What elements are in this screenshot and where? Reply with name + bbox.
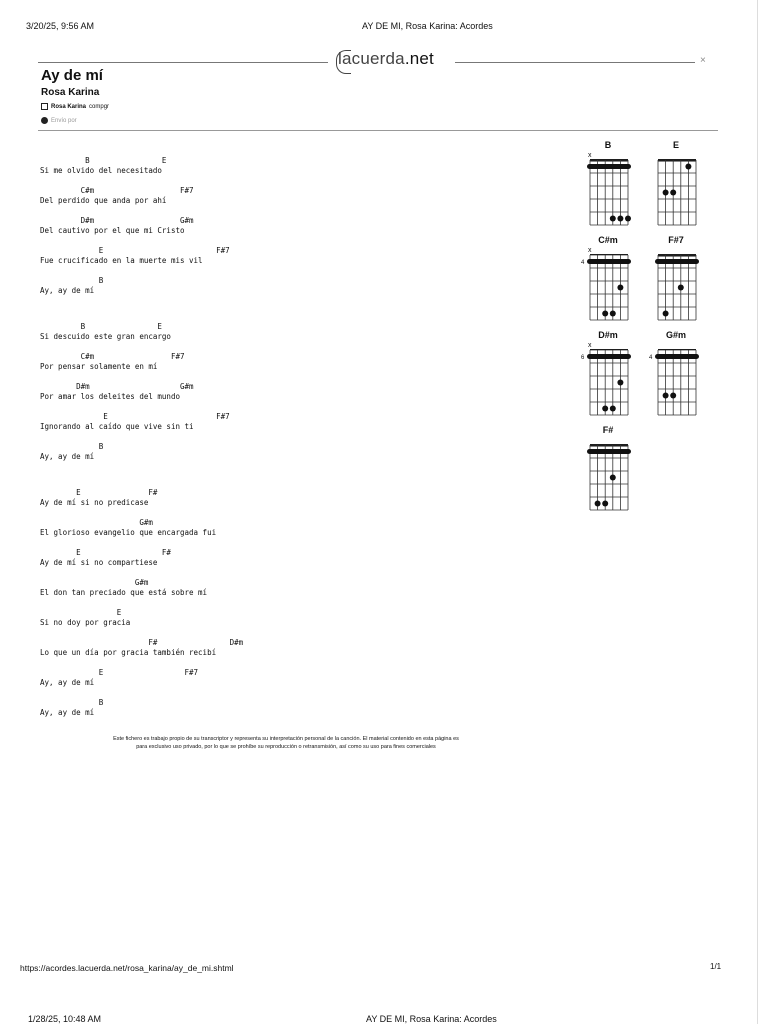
lyric-line: Por pensar solamente en mí [40,362,158,371]
finger-dot [617,285,623,291]
lyric-line: Por amar los deleites del mundo [40,392,180,401]
chord-name[interactable]: F#7 [668,235,684,245]
page-url: https://acordes.lacuerda.net/rosa_karina/ay_de_mi.shtml [20,963,234,973]
finger-dot [663,190,669,196]
user-icon [41,117,48,124]
lyric-line: Ay de mí si no compartiese [40,558,158,567]
disclaimer-line: Este fichero es trabajo propio de su transcriptor y representa su interpretación personal de la canción. El material contenido en esta página es [113,736,459,742]
chord-line[interactable]: D#m G#m [40,216,194,225]
stanza-gap [40,472,243,488]
stanza-gap [40,306,243,322]
finger-dot [663,393,669,399]
lyric-line: Del cautivo por el que mi Cristo [40,226,185,235]
finger-dot [595,501,601,507]
print-footer-title: AY DE MI, Rosa Karina: Acordes [366,1014,497,1024]
chord-line[interactable]: B [40,276,104,285]
lyric-line: Ay, ay de mí [40,708,95,717]
follow-row [41,117,77,124]
finger-dot [617,216,623,222]
chord-line[interactable]: E F# [40,548,171,557]
composer-row [41,103,109,110]
barre [587,259,631,264]
chord-line[interactable]: E F#7 [40,246,230,255]
chord-line[interactable]: E F# [40,488,158,497]
chord-diagram [648,245,704,325]
finger-dot [602,311,608,317]
finger-dot [617,380,623,386]
lyric-line: El don tan preciado que está sobre mí [40,588,208,597]
lyric-line: Si descuido este gran encargo [40,332,171,341]
site-logo[interactable] [338,49,434,69]
chord-line[interactable]: E [40,608,122,617]
chord-name[interactable]: B [604,140,612,150]
barre [655,354,699,359]
chord-name[interactable]: F# [602,425,614,435]
finger-dot [610,406,616,412]
header-rule-right [455,62,695,63]
lyrics-block [40,156,243,728]
page-edge [757,0,758,1024]
composer-label: compgr [89,103,110,110]
chord-diagram [580,340,636,420]
chord-line[interactable]: G#m [40,518,153,527]
barre [587,449,631,454]
lyric-line: Ignorando al caído que vive sin ti [40,422,194,431]
chord-name[interactable]: E [672,140,679,150]
finger-dot [670,190,676,196]
finger-dot [670,393,676,399]
chord-diagrams [580,140,720,520]
chord-diagram [580,435,636,515]
lyric-line: Si no doy por gracia [40,618,131,627]
chord-name[interactable]: D#m [598,330,618,340]
finger-dot [602,406,608,412]
chord-line[interactable]: D#m G#m [40,382,194,391]
lyric-line: Del perdido que anda por ahí [40,196,167,205]
fret-number: 6 [581,355,585,362]
follow-label[interactable]: Envío por [51,117,77,124]
lyric-line: Ay de mí si no predicase [40,498,149,507]
edit-icon [41,103,48,110]
print-header-datetime: 3/20/25, 9:56 AM [26,21,95,31]
close-icon[interactable]: × [700,55,706,66]
print-footer-datetime: 1/28/25, 10:48 AM [28,1014,102,1024]
finger-dot [602,501,608,507]
lyric-line: Ay, ay de mí [40,678,95,687]
barre [587,164,631,169]
lyric-line: El glorioso evangelio que encargada fui [40,528,217,537]
finger-dot [663,311,669,317]
barre [655,259,699,264]
chord-diagram [580,245,636,325]
finger-dot [625,216,631,222]
finger-dot [610,311,616,317]
print-header-title: AY DE MI, Rosa Karina: Acordes [362,21,493,31]
finger-dot [685,164,691,170]
finger-dot [678,285,684,291]
fret-number: 4 [649,355,653,362]
barre [587,354,631,359]
chord-line[interactable]: B [40,698,104,707]
chord-line[interactable]: E F#7 [40,412,230,421]
chord-line[interactable]: B E [40,322,162,331]
chord-diagram [580,150,636,230]
chord-line[interactable]: G#m [40,578,149,587]
lyric-line: Fue crucificado en la muerte mis vil [40,256,203,265]
song-artist[interactable]: Rosa Karina [41,87,100,98]
lyric-line: Si me olvido del necesitado [40,166,162,175]
disclaimer [46,735,526,751]
chord-line[interactable]: E F#7 [40,668,199,677]
mute-mark: x [588,247,592,254]
finger-dot [610,216,616,222]
logo-tld: .net [404,49,434,68]
chord-diagram [648,150,704,230]
chord-line[interactable]: B E [40,156,167,165]
lyric-line: Lo que un día por gracia también recibí [40,648,217,657]
chord-name[interactable]: G#m [665,330,686,340]
fret-number: 4 [581,260,585,267]
disclaimer-line: para exclusivo uso privado, por lo que se prohíbe su reproducción o retransmisión, así como su uso para fines comerciales [136,744,436,750]
chord-line[interactable]: B [40,442,104,451]
logo-main: lacuerda [338,49,405,68]
chord-line[interactable]: F# D#m [40,638,244,647]
chord-name[interactable]: C#m [598,235,618,245]
mute-mark: x [588,342,592,349]
chord-line[interactable]: C#m F#7 [40,186,194,195]
header-rule-left [38,62,328,63]
chord-diagram [648,340,704,420]
mute-mark: x [588,152,592,159]
composer-name[interactable]: Rosa Karina [51,103,87,110]
lyric-line: Ay, ay de mí [40,452,95,461]
finger-dot [610,475,616,481]
page-number: 1/1 [710,962,722,971]
body-rule [38,130,718,131]
chord-line[interactable]: C#m F#7 [40,352,185,361]
song-title: Ay de mí [41,67,103,84]
lyric-line: Ay, ay de mí [40,286,95,295]
